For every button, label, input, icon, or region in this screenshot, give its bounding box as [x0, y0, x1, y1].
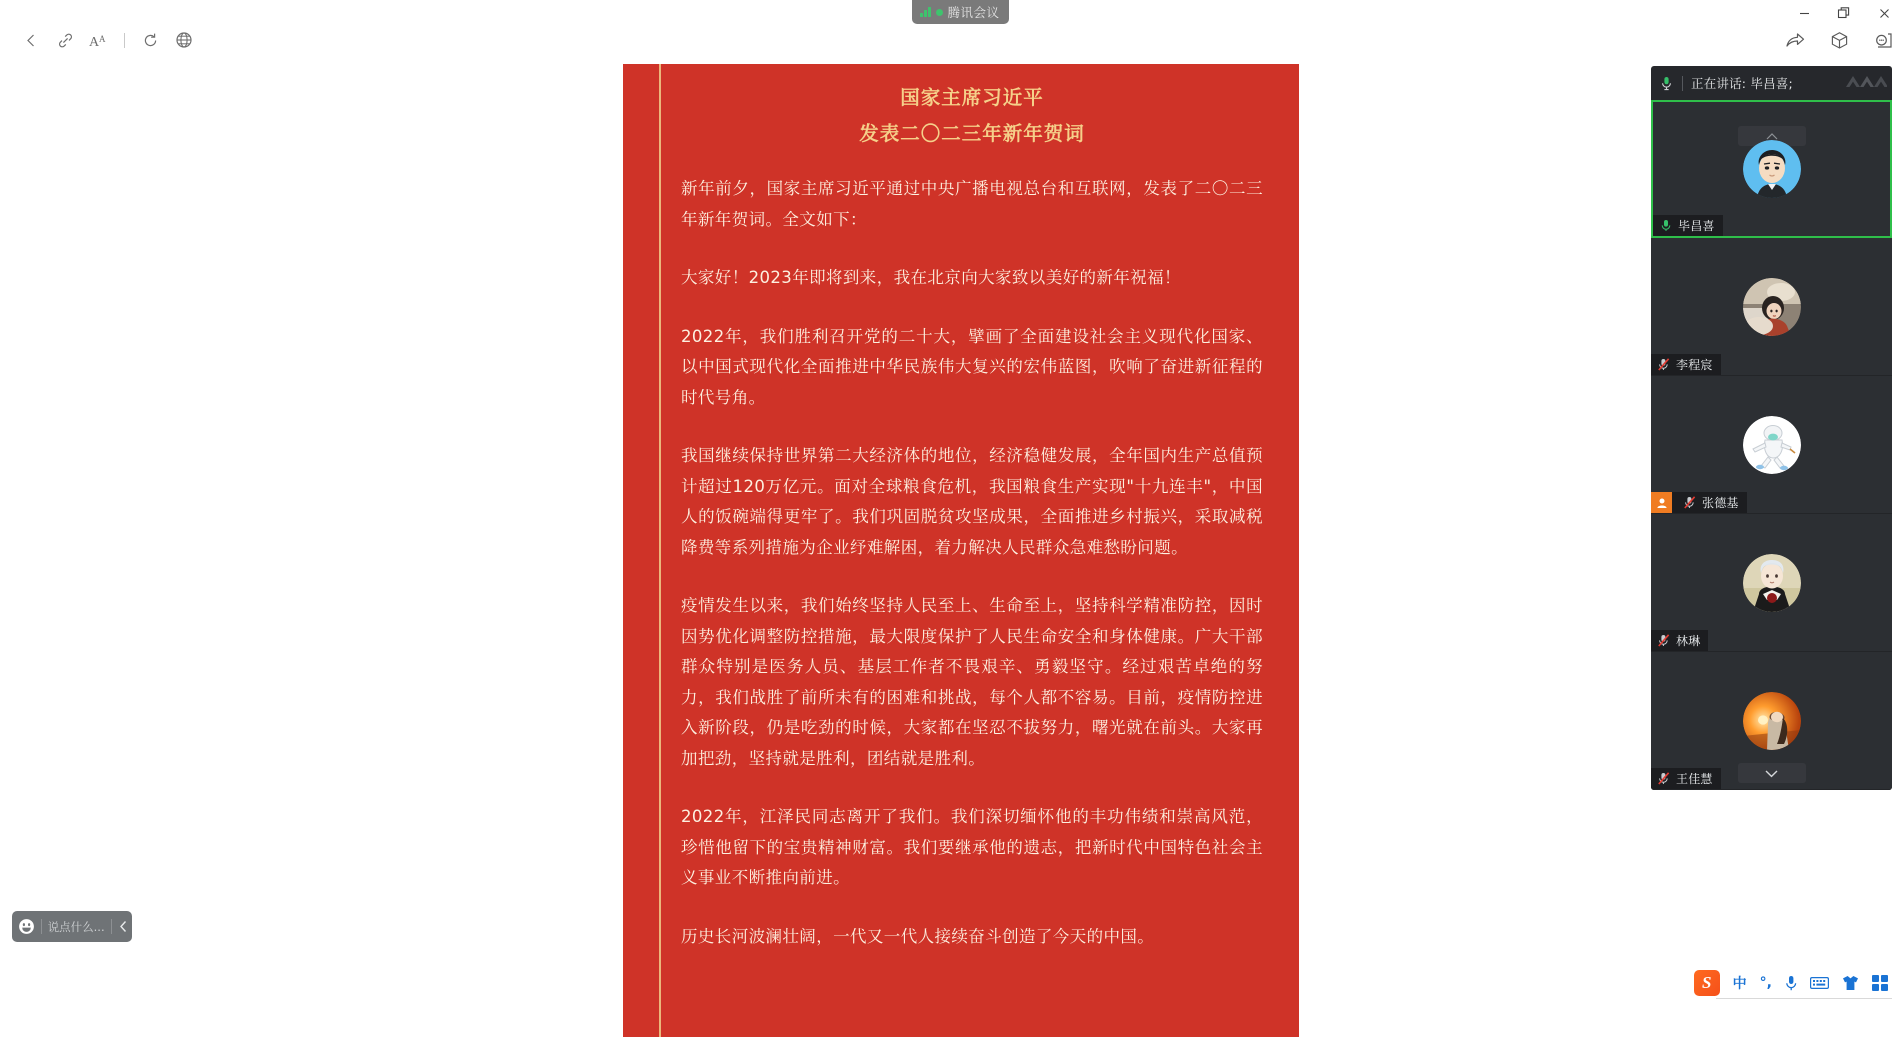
document-body: [681, 174, 1263, 952]
microphone-icon: [1659, 219, 1673, 233]
participant-tile[interactable]: [1651, 514, 1892, 652]
chat-input-placeholder[interactable]: 说点什么...: [47, 919, 105, 934]
ime-mode-label[interactable]: 中: [1732, 976, 1747, 992]
participant-tile[interactable]: [1651, 238, 1892, 376]
participant-name: 李程宸: [1676, 358, 1713, 372]
toolbox-icon[interactable]: [1872, 973, 1888, 993]
window-titlebar: [0, 0, 1902, 26]
document-paragraph: 大家好！2023年即将到来，我在北京向大家致以美好的新年祝福！: [681, 268, 1181, 287]
active-speaker-label: 正在讲话: 毕昌喜;: [1691, 76, 1793, 91]
toolbox-grid: [1872, 975, 1888, 991]
cube-icon[interactable]: [1828, 28, 1850, 52]
link-icon[interactable]: [48, 26, 82, 54]
font-size-icon[interactable]: [82, 26, 116, 54]
share-icon[interactable]: [1784, 28, 1806, 52]
participant-namebar: [1653, 215, 1723, 236]
participant-name: 林琳: [1676, 634, 1701, 648]
video-panel-header: [1651, 66, 1892, 100]
ime-underline: [1716, 998, 1892, 999]
participant-namebar: [1651, 354, 1721, 375]
chat-divider: [111, 919, 112, 934]
participant-tile[interactable]: [1651, 376, 1892, 514]
window-controls: [1794, 4, 1894, 22]
document-page: [623, 64, 1299, 1037]
ime-toolbar: [1690, 968, 1892, 998]
document-title-line-1: 国家主席习近平: [900, 86, 1044, 109]
document-paragraph: 新年前夕，国家主席习近平通过中央广播电视总台和互联网，发表了二〇二三年新年贺词。全文如下：: [681, 179, 1263, 229]
microphone-muted-icon: [1657, 358, 1671, 372]
document-title-line-2: 发表二〇二三年新年贺词: [859, 122, 1085, 145]
chat-divider: [41, 919, 42, 934]
document-paragraph: 疫情发生以来，我们始终坚持人民至上、生命至上，坚持科学精准防控，因时因势优化调整防控措施，最大限度保护了人民生命安全和身体健康。广大干部群众特别是医务人员、基层工作者不畏艰辛、勇毅坚守。经过艰苦卓绝的努力，我们战胜了前所未有的困难和挑战，每个人都不容易。目前，疫情防控进入新阶段，仍是吃劲的时候，大家都在坚忍不拔努力，曙光就在前头。大家再加把劲，坚持就是胜利，团结就是胜利。: [681, 596, 1263, 768]
participant-name: 毕昌喜: [1678, 219, 1715, 233]
participant-tile[interactable]: [1651, 652, 1892, 790]
avatar: [1743, 416, 1801, 474]
reader-toolbar-right: [1784, 26, 1894, 54]
header-divider: [1682, 76, 1683, 91]
chat-input-bar[interactable]: [12, 911, 132, 942]
restore-button[interactable]: [1834, 4, 1854, 22]
svg-text:A: A: [88, 34, 99, 50]
meeting-status-pill[interactable]: [912, 0, 1009, 24]
keyboard-icon[interactable]: [1810, 973, 1829, 993]
reader-toolbar-left: [0, 26, 230, 54]
toolbar-divider: [124, 33, 125, 48]
svg-text:A: A: [98, 33, 105, 44]
participant-namebar: [1651, 492, 1747, 513]
close-button[interactable]: [1874, 4, 1894, 22]
document-paragraph: 历史长河波澜壮阔，一代又一代人接续奋斗创造了今天的中国。: [681, 926, 1155, 946]
sogou-logo-icon[interactable]: S: [1694, 970, 1720, 996]
participant-tile[interactable]: [1651, 100, 1892, 238]
avatar: [1743, 278, 1801, 336]
collapse-tiles-button[interactable]: [1738, 763, 1806, 783]
participant-namebar: [1651, 768, 1721, 789]
document-paragraph: 2022年，江泽民同志离开了我们。我们深切缅怀他的丰功伟绩和崇高风范，珍惜他留下的宝贵精神财富。我们要继承他的遗志，把新时代中国特色社会主义事业不断推向前进。: [681, 807, 1263, 887]
participant-name: 张德基: [1702, 496, 1739, 510]
microphone-muted-icon: [1657, 772, 1671, 786]
avatar: [1743, 692, 1801, 750]
translate-icon[interactable]: [167, 26, 201, 54]
chevron-left-icon[interactable]: [117, 916, 130, 938]
minimize-button[interactable]: [1794, 4, 1814, 22]
avatar: [1743, 140, 1801, 198]
meeting-pill-label: 腾讯会议: [947, 6, 1000, 20]
participant-tiles: [1651, 100, 1892, 790]
document-paragraph: 我国继续保持世界第二大经济体的地位，经济稳健发展，全年国内生产总值预计超过120万亿元。面对全球粮食危机，我国粮食生产实现"十九连丰"，中国人的饭碗端得更牢了。我们巩固脱贫攻坚成果，全面推进乡村振兴，采取减税降费等系列措施为企业纾难解困，着力解决人民群众急难愁盼问题。: [681, 446, 1263, 557]
host-badge: [1651, 492, 1672, 513]
microphone-icon[interactable]: [1785, 973, 1797, 993]
notes-icon[interactable]: [1872, 28, 1894, 52]
status-dot-icon: [936, 9, 943, 16]
document-title: [681, 80, 1263, 152]
participant-namebar: [1651, 630, 1708, 651]
emoji-icon[interactable]: [18, 916, 35, 938]
avatar: [1743, 554, 1801, 612]
document-content: [659, 64, 1299, 1037]
tencent-meeting-logo-icon: [1845, 74, 1887, 91]
back-icon[interactable]: [14, 26, 48, 54]
refresh-icon[interactable]: [133, 26, 167, 54]
participant-name: 王佳慧: [1676, 772, 1713, 786]
microphone-muted-icon: [1657, 634, 1671, 648]
signal-strength-icon: [920, 7, 931, 17]
ime-punctuation-toggle[interactable]: °,: [1759, 975, 1772, 991]
video-conference-panel: [1651, 66, 1892, 790]
document-paragraph: 2022年，我们胜利召开党的二十大，擘画了全面建设社会主义现代化国家、以中国式现代化全面推进中华民族伟大复兴的宏伟蓝图，吹响了奋进新征程的时代号角。: [681, 326, 1263, 407]
skin-icon[interactable]: [1842, 973, 1859, 993]
microphone-muted-icon: [1683, 496, 1697, 510]
microphone-icon: [1659, 76, 1674, 91]
